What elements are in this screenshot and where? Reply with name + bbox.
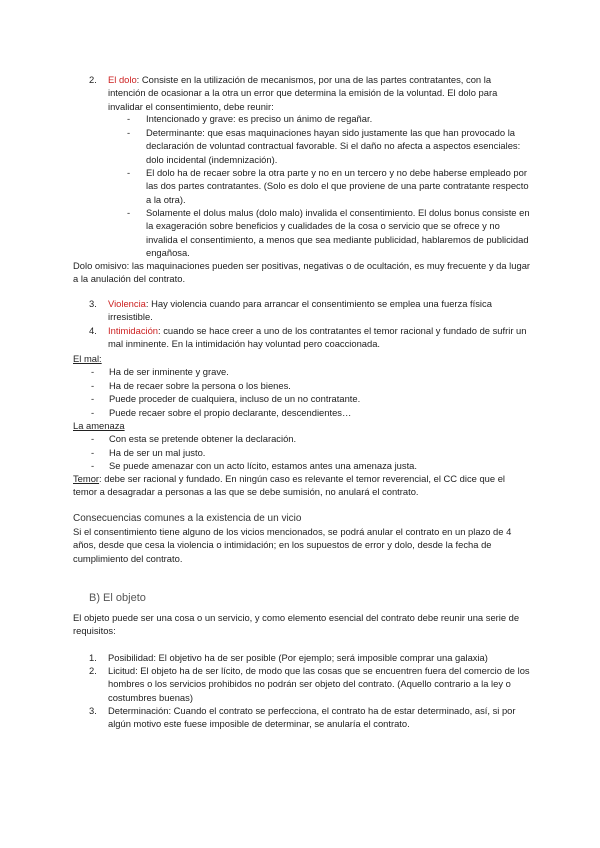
section-heading-objeto: B) El objeto xyxy=(89,592,146,604)
list-number: 3. xyxy=(89,705,97,716)
dolo-paragraph xyxy=(108,73,531,113)
list-item: Ha de ser inminente y grave. xyxy=(109,366,229,377)
list-item: Posibilidad: El objetivo ha de ser posible (Por ejemplo; será imposible comprar una galaxia) xyxy=(108,652,488,663)
list-item: Puede recaer sobre el propio declarante, descendientes… xyxy=(109,407,352,418)
consecuencias-heading: Consecuencias comunes a la existencia de un vicio xyxy=(73,513,302,524)
bullet-mark: - xyxy=(91,366,95,377)
el-mal-heading: El mal: xyxy=(73,353,102,364)
bullet-mark: - xyxy=(91,393,95,404)
bullet-mark: - xyxy=(127,207,131,218)
list-item: El dolo ha de recaer sobre la otra parte y no en un tercero y no debe haberse empleado por las dos partes contratantes. (Solo es dolo el que proviene de una parte contratante respecto a la otra). xyxy=(146,167,529,205)
temor-paragraph xyxy=(73,472,531,499)
list-item: Puede proceder de cualquiera, incluso de un no contratante. xyxy=(109,393,361,404)
la-amenaza-heading: La amenaza xyxy=(73,420,125,431)
list-item: Con esta se pretende obtener la declaración. xyxy=(109,433,297,444)
list-item: Ha de recaer sobre la persona o los bienes. xyxy=(109,380,291,391)
list-number: 4. xyxy=(89,325,97,336)
list-number: 2. xyxy=(89,74,97,85)
violencia-text: : Hay violencia cuando para arrancar el consentimiento se emplea una fuerza física irresistible. xyxy=(108,298,492,323)
list-item: Determinación: Cuando el contrato se perfecciona, el contrato ha de estar determinado, así, si por algún motivo este fuese imposible de determinar, se anularía el contrato. xyxy=(108,705,516,730)
consecuencias-paragraph: Si el consentimiento tiene alguno de los vicios mencionados, se podrá anular el contrato en un plazo de 4 años, desde que cesa la violencia o intimidación; en los supuestos de error y dolo, desde la fecha de cumplimiento del contrato. xyxy=(73,526,512,564)
term-temor: Temor xyxy=(73,473,100,484)
list-item: Se puede amenazar con un acto lícito, estamos antes una amenaza justa. xyxy=(109,460,418,471)
temor-text: : debe ser racional y fundado. En ningún caso es relevante el temor reverencial, el CC dice que el temor a desagradar a personas a las que se debe sumisión, no anulará el contrato. xyxy=(73,473,506,498)
bullet-mark: - xyxy=(91,380,95,391)
term-intimidacion: Intimidación xyxy=(108,325,159,336)
list-number: 1. xyxy=(89,652,97,663)
list-item: Determinante: que esas maquinaciones hayan sido justamente las que han provocado la declaración de voluntad contractual favorable. Si el daño no afecta a aspectos esenciales: dolo incidental (indemnización). xyxy=(146,127,521,165)
term-violencia: Violencia xyxy=(108,298,146,309)
bullet-mark: - xyxy=(91,460,95,471)
list-item: Licitud: El objeto ha de ser lícito, de modo que las cosas que se encuentren fuera del comercio de los hombres o los servicios prohibidos no podrán ser objeto del contrato. (Aquello contrario a la ley o costumbres buenas) xyxy=(108,665,530,703)
bullet-mark: - xyxy=(127,113,131,124)
list-number: 2. xyxy=(89,665,97,676)
dolo-omisivo-paragraph: Dolo omisivo: las maquinaciones pueden ser positivas, negativas o de ocultación, es muy frecuente y da lugar a la anulación del contrato. xyxy=(73,260,531,285)
bullet-mark: - xyxy=(127,167,131,178)
dolo-text: : Consiste en la utilización de mecanismos, por una de las partes contratantes, con la intención de ocasionar a la otra un error que determina la emisión de la voluntad. El dolo para invalidar el consentimiento, debe reunir: xyxy=(108,74,498,112)
list-item: Ha de ser un mal justo. xyxy=(109,447,206,458)
bullet-mark: - xyxy=(91,447,95,458)
bullet-mark: - xyxy=(91,407,95,418)
intimidacion-paragraph xyxy=(108,324,531,351)
list-item: Solamente el dolus malus (dolo malo) invalida el consentimiento. El dolus bonus consiste en la exageración sobre beneficios y cualidades de la cosa o servicio que se ofrece y no invalida el consentimiento, a menos que sea mediante publicidad, hablaremos de publicidad engañosa. xyxy=(146,207,530,259)
intimidacion-text: : cuando se hace creer a uno de los contratantes el temor racional y fundado de sufrir un mal inminente. En la intimidación hay voluntad pero coaccionada. xyxy=(108,325,527,350)
bullet-mark: - xyxy=(127,127,131,138)
violencia-paragraph xyxy=(108,297,531,324)
list-item: Intencionado y grave: es preciso un ánimo de regañar. xyxy=(146,113,373,124)
list-number: 3. xyxy=(89,298,97,309)
objeto-intro: El objeto puede ser una cosa o un servicio, y como elemento esencial del contrato debe reunir una serie de requisitos: xyxy=(73,612,520,637)
term-dolo: El dolo xyxy=(108,74,137,85)
bullet-mark: - xyxy=(91,433,95,444)
